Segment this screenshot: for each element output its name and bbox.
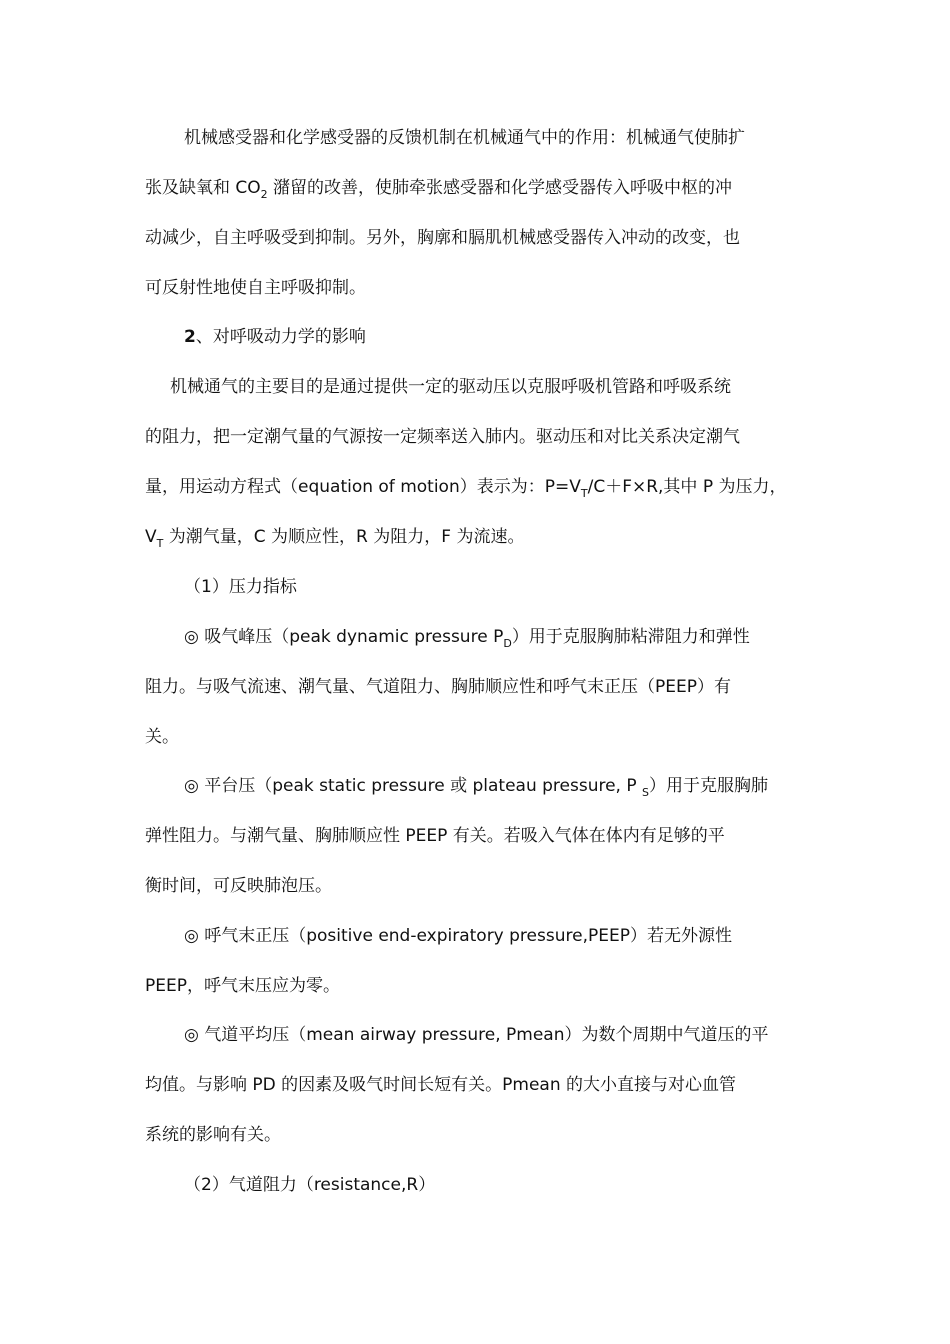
heading-text: 、对呼吸动力学的影响 <box>195 327 366 347</box>
bullet-peep-line-1: ◎ 呼气末正压（positive end-expiratory pressure,PEEP）若无外源性 <box>184 926 732 946</box>
text-segment: 潴留的改善，使肺牵张感受器和化学感受器传入呼吸中枢的冲 <box>267 178 733 198</box>
bullet-peak-pressure-line-1 <box>184 625 750 649</box>
paragraph-mechanics-line-1: 机械通气的主要目的是通过提供一定的驱动压以克服呼吸机管路和呼吸系统 <box>170 377 731 397</box>
paragraph-mechanics-line-4 <box>145 525 524 549</box>
subheading-pressure-indicators: （1）压力指标 <box>184 577 297 597</box>
text-segment: V <box>145 527 157 547</box>
subheading-airway-resistance: （2）气道阻力（resistance,R） <box>184 1175 436 1195</box>
bullet-plateau-pressure-line-1 <box>184 774 768 798</box>
section-heading-respiratory-mechanics <box>184 325 366 349</box>
text-segment: ◎ 平台压（peak static pressure 或 plateau pressure, P <box>184 776 643 796</box>
subscript: D <box>503 637 512 650</box>
text-segment: ◎ 吸气峰压（peak dynamic pressure P <box>184 627 504 647</box>
bullet-peak-pressure-line-3: 关。 <box>145 727 179 747</box>
paragraph-feedback-line-1: 机械感受器和化学感受器的反馈机制在机械通气中的作用：机械通气使肺扩 <box>184 128 745 148</box>
paragraph-mechanics-line-2: 的阻力，把一定潮气量的气源按一定频率送入肺内。驱动压和对比关系决定潮气 <box>145 427 740 447</box>
text-segment: ）用于克服胸肺粘滞阻力和弹性 <box>511 627 750 647</box>
bullet-plateau-pressure-line-3: 衡时间，可反映肺泡压。 <box>145 876 332 896</box>
text-segment: ）用于克服胸肺 <box>649 776 768 796</box>
paragraph-feedback-line-3: 动减少，自主呼吸受到抑制。另外，胸廓和膈肌机械感受器传入冲动的改变，也 <box>145 228 740 248</box>
subscript: 2 <box>260 188 268 201</box>
bullet-peep-line-2: PEEP，呼气末压应为零。 <box>145 976 340 996</box>
text-segment: 张及缺氧和 CO <box>145 178 261 198</box>
bullet-mean-pressure-line-3: 系统的影响有关。 <box>145 1125 281 1145</box>
heading-number: 2 <box>184 327 196 347</box>
subscript: T <box>156 537 164 550</box>
text-segment: 为潮气量，C 为顺应性，R 为阻力，F 为流速。 <box>163 527 525 547</box>
paragraph-feedback-line-4: 可反射性地使自主呼吸抑制。 <box>145 278 366 298</box>
text-segment: 量，用运动方程式（equation of motion）表示为：P=V <box>145 477 581 497</box>
subscript: S <box>642 786 649 799</box>
subscript: T <box>580 487 588 500</box>
text-segment: /C＋F×R,其中 P 为压力， <box>587 477 787 497</box>
bullet-mean-pressure-line-2: 均值。与影响 PD 的因素及吸气时间长短有关。Pmean 的大小直接与对心血管 <box>145 1075 737 1095</box>
paragraph-mechanics-line-3 <box>145 475 787 499</box>
bullet-plateau-pressure-line-2: 弹性阻力。与潮气量、胸肺顺应性 PEEP 有关。若吸入气体在体内有足够的平 <box>145 826 725 846</box>
bullet-peak-pressure-line-2: 阻力。与吸气流速、潮气量、气道阻力、胸肺顺应性和呼气末正压（PEEP）有 <box>145 677 731 697</box>
bullet-mean-pressure-line-1: ◎ 气道平均压（mean airway pressure, Pmean）为数个周期中气道压的平 <box>184 1025 769 1045</box>
paragraph-feedback-line-2 <box>145 176 732 200</box>
